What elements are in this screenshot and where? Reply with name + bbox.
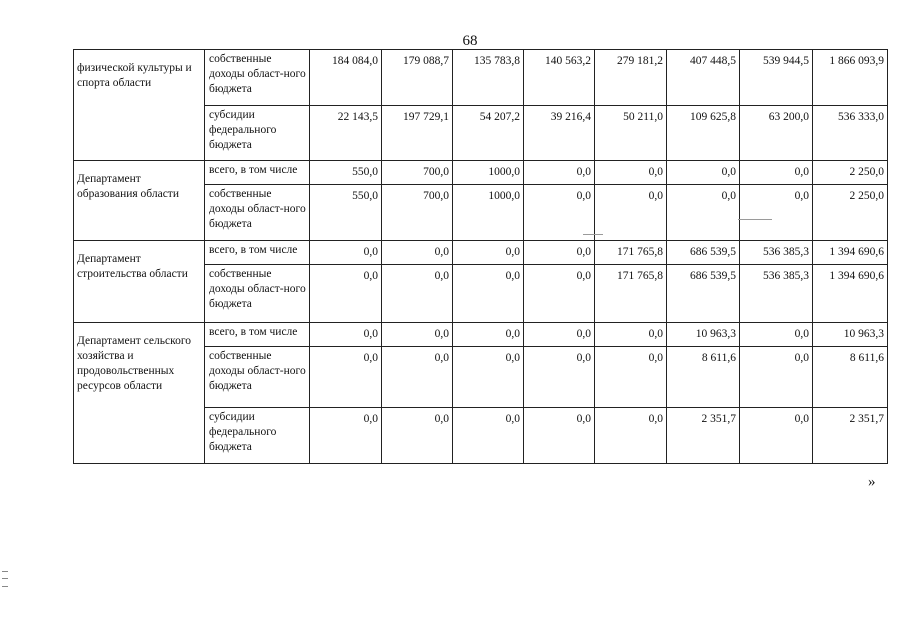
amount-cell: 1 866 093,9: [813, 50, 888, 106]
amount-cell: 0,0: [310, 323, 382, 347]
amount-cell: 39 216,4: [524, 106, 595, 161]
table-row: [74, 323, 888, 347]
amount-cell: 0,0: [740, 347, 813, 408]
amount-cell: 197 729,1: [382, 106, 453, 161]
amount-cell: 0,0: [740, 161, 813, 185]
amount-cell: 279 181,2: [595, 50, 667, 106]
budget-table-body: [74, 50, 888, 464]
amount-cell: 2 351,7: [667, 408, 740, 464]
amount-cell: 22 143,5: [310, 106, 382, 161]
amount-cell: 0,0: [595, 185, 667, 241]
amount-cell: 2 250,0: [813, 185, 888, 241]
margin-binding-mark: [2, 571, 8, 587]
funding-source: субсидии федерального бюджета: [205, 106, 310, 161]
amount-cell: 0,0: [524, 185, 595, 241]
amount-cell: 63 200,0: [740, 106, 813, 161]
amount-cell: 0,0: [524, 323, 595, 347]
funding-source: всего, в том числе: [205, 323, 310, 347]
scan-artifact: [583, 234, 603, 235]
amount-cell: 184 084,0: [310, 50, 382, 106]
funding-source: субсидии федерального бюджета: [205, 408, 310, 464]
amount-cell: 8 611,6: [813, 347, 888, 408]
amount-cell: 0,0: [453, 323, 524, 347]
amount-cell: 0,0: [453, 347, 524, 408]
amount-cell: 0,0: [740, 408, 813, 464]
amount-cell: 700,0: [382, 161, 453, 185]
amount-cell: 0,0: [382, 265, 453, 323]
department-name: Департамент строительства области: [74, 241, 205, 323]
amount-cell: 135 783,8: [453, 50, 524, 106]
amount-cell: 550,0: [310, 185, 382, 241]
amount-cell: 2 250,0: [813, 161, 888, 185]
amount-cell: 686 539,5: [667, 241, 740, 265]
amount-cell: 0,0: [524, 347, 595, 408]
amount-cell: 171 765,8: [595, 241, 667, 265]
amount-cell: 407 448,5: [667, 50, 740, 106]
table-row: [74, 50, 888, 106]
amount-cell: 0,0: [453, 241, 524, 265]
amount-cell: 171 765,8: [595, 265, 667, 323]
amount-cell: 0,0: [740, 185, 813, 241]
amount-cell: 536 385,3: [740, 241, 813, 265]
amount-cell: 0,0: [524, 265, 595, 323]
funding-source: всего, в том числе: [205, 161, 310, 185]
amount-cell: 0,0: [453, 265, 524, 323]
amount-cell: 109 625,8: [667, 106, 740, 161]
amount-cell: 0,0: [524, 408, 595, 464]
amount-cell: 0,0: [595, 323, 667, 347]
amount-cell: 0,0: [595, 161, 667, 185]
page-number: 68: [462, 33, 478, 49]
amount-cell: 550,0: [310, 161, 382, 185]
amount-cell: 1000,0: [453, 161, 524, 185]
table-row: [74, 161, 888, 185]
amount-cell: 10 963,3: [813, 323, 888, 347]
funding-source: всего, в том числе: [205, 241, 310, 265]
amount-cell: 140 563,2: [524, 50, 595, 106]
amount-cell: 539 944,5: [740, 50, 813, 106]
amount-cell: 179 088,7: [382, 50, 453, 106]
amount-cell: 0,0: [740, 323, 813, 347]
amount-cell: 0,0: [524, 241, 595, 265]
amount-cell: 0,0: [310, 241, 382, 265]
amount-cell: 0,0: [382, 408, 453, 464]
amount-cell: 700,0: [382, 185, 453, 241]
amount-cell: 0,0: [382, 347, 453, 408]
amount-cell: 0,0: [595, 347, 667, 408]
amount-cell: 686 539,5: [667, 265, 740, 323]
amount-cell: 10 963,3: [667, 323, 740, 347]
department-name: физической культуры и спорта области: [74, 50, 205, 161]
funding-source: собственные доходы област-ного бюджета: [205, 185, 310, 241]
amount-cell: 0,0: [310, 347, 382, 408]
amount-cell: 536 385,3: [740, 265, 813, 323]
department-name: Департамент образования области: [74, 161, 205, 241]
table-row: [74, 241, 888, 265]
department-name: Департамент сельского хозяйства и продовольственных ресурсов области: [74, 323, 205, 464]
amount-cell: 0,0: [524, 161, 595, 185]
amount-cell: 54 207,2: [453, 106, 524, 161]
amount-cell: 0,0: [310, 265, 382, 323]
amount-cell: 50 211,0: [595, 106, 667, 161]
amount-cell: 0,0: [453, 408, 524, 464]
amount-cell: 0,0: [595, 408, 667, 464]
budget-table: [73, 49, 888, 464]
funding-source: собственные доходы област-ного бюджета: [205, 50, 310, 106]
amount-cell: 2 351,7: [813, 408, 888, 464]
amount-cell: 1000,0: [453, 185, 524, 241]
funding-source: собственные доходы област-ного бюджета: [205, 265, 310, 323]
funding-source: собственные доходы област-ного бюджета: [205, 347, 310, 408]
amount-cell: 0,0: [310, 408, 382, 464]
scan-artifact: [738, 219, 772, 220]
amount-cell: 1 394 690,6: [813, 241, 888, 265]
amount-cell: 0,0: [667, 161, 740, 185]
amount-cell: 0,0: [382, 323, 453, 347]
amount-cell: 8 611,6: [667, 347, 740, 408]
amount-cell: 0,0: [382, 241, 453, 265]
amount-cell: 0,0: [667, 185, 740, 241]
amount-cell: 1 394 690,6: [813, 265, 888, 323]
closing-quote-mark: »: [868, 474, 876, 490]
amount-cell: 536 333,0: [813, 106, 888, 161]
